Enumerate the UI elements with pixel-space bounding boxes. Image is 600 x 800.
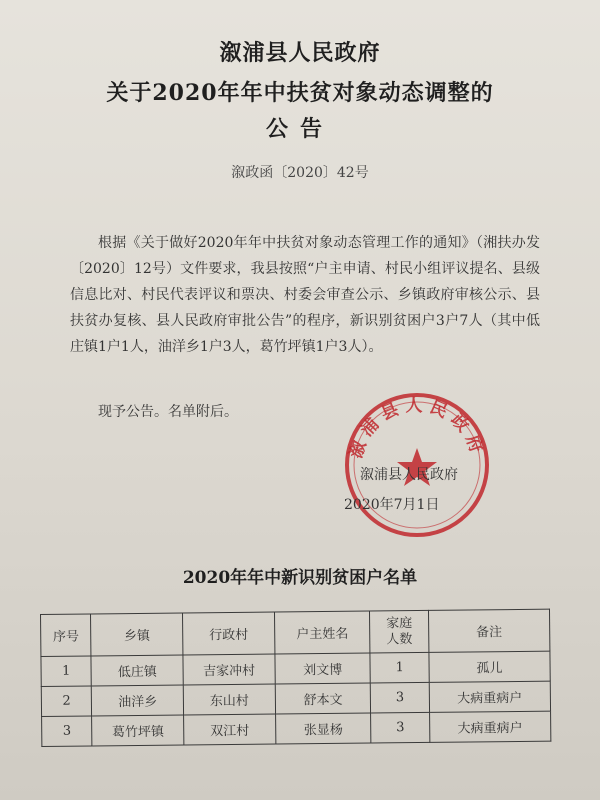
cell-size: 3: [371, 682, 430, 713]
notice-line: 现予公告。名单附后。: [98, 404, 238, 420]
cell-village: 双江村: [184, 714, 276, 745]
cell-remark: 大病重病户: [429, 681, 551, 712]
cell-householder: 刘文博: [275, 653, 371, 684]
subject-title: 关于2020年年中扶贫对象动态调整的: [106, 80, 494, 106]
header-size-line1: 家庭: [386, 615, 413, 631]
doc-type-title: 公告: [265, 116, 334, 142]
body-paragraph: 根据《关于做好2020年年中扶贫对象动态管理工作的通知》（湘扶办发〔2020〕12号）文件要求，我县按照“户主申请、村民小组评议提名、县级信息比对、村民代表评议和票决、村委会审查公示、乡镇政府审核公示、县扶贫办复核、县人民政府审批公告”的程序，新识别贫困户3户7人（其中低庄镇1户1人，油洋乡1户3人，葛竹坪镇1户3人）。: [70, 235, 540, 355]
cell-township: 油洋乡: [92, 685, 184, 716]
cell-seq: 1: [41, 656, 92, 687]
roster-title: 2020年年中新识别贫困户名单: [182, 568, 418, 588]
header-township: 乡镇: [91, 613, 183, 656]
header-householder: 户主姓名: [274, 611, 370, 654]
cell-remark: 孤儿: [429, 651, 551, 682]
cell-township: 低庄镇: [91, 655, 183, 686]
signature-org: 溆浦县人民政府: [360, 467, 458, 483]
table-row: [42, 711, 551, 746]
header-village: 行政村: [183, 612, 275, 655]
cell-size: 3: [371, 712, 430, 743]
cell-village: 东山村: [183, 684, 275, 715]
cell-householder: 张显杨: [275, 713, 371, 744]
header-household-size: [370, 610, 429, 653]
cell-township: 葛竹坪镇: [92, 715, 184, 746]
cell-remark: 大病重病户: [429, 711, 551, 742]
issuer-title: 溆浦县人民政府: [219, 40, 381, 66]
cell-householder: 舒本文: [275, 683, 371, 714]
roster-table: [40, 609, 551, 747]
header-remark: 备注: [428, 609, 550, 652]
table-header-row: [41, 609, 550, 656]
header-size-line2: 人数: [386, 631, 413, 647]
svg-text:溆浦县人民政府: 溆浦县人民政府: [346, 395, 488, 462]
document-number: 溆政函〔2020〕42号: [231, 165, 369, 181]
cell-size: 1: [370, 652, 429, 683]
header-seq: 序号: [41, 614, 92, 657]
signature-date: 2020年7月1日: [344, 497, 440, 513]
cell-seq: 2: [41, 686, 92, 717]
cell-village: 吉家冲村: [183, 654, 275, 685]
cell-seq: 3: [42, 716, 93, 747]
